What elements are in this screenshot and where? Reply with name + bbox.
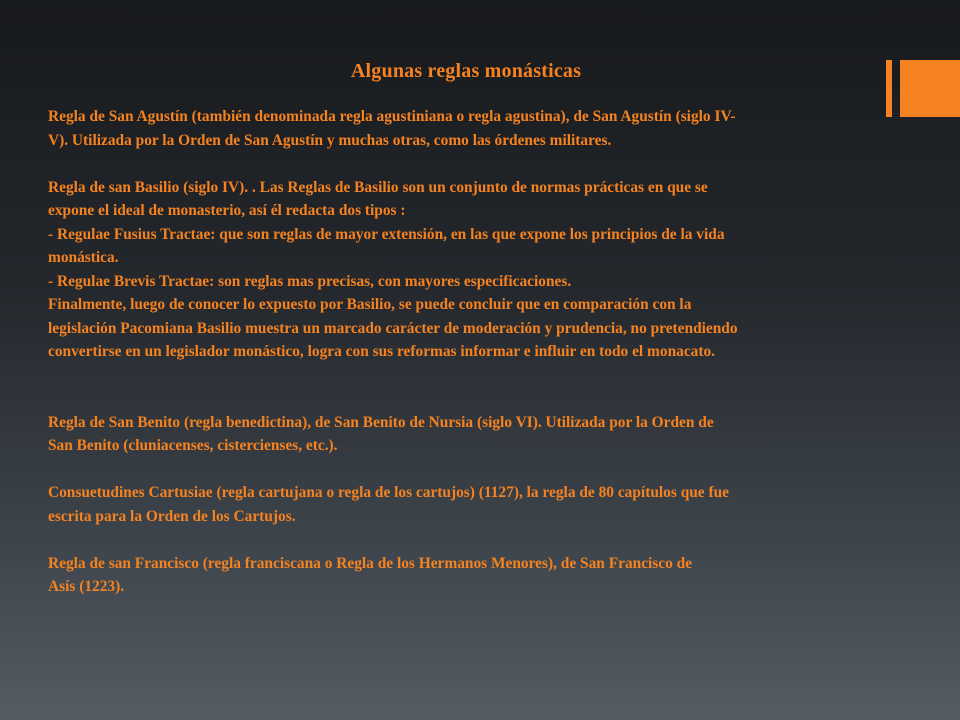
slide-title: Algunas reglas monásticas — [350, 60, 582, 82]
text-line: convertirse en un legislador monástico, logra con sus reformas informar e influir en todo el monacato. — [48, 343, 716, 360]
text-line: expone el ideal de monasterio, así él redacta dos tipos : — [48, 202, 406, 219]
text-line: Regla de san Francisco (regla franciscana o Regla de los Hermanos Menores), de San Francisco de — [48, 554, 693, 572]
text-line: Regla de San Agustín (también denominada regla agustiniana o regla agustina), de San Agustín (siglo IV- — [48, 108, 736, 125]
text-line: escrita para la Orden de los Cartujos. — [48, 507, 296, 525]
text-line: Finalmente, luego de conocer lo expuesto por Basilio, se puede concluir que en comparación con la — [48, 296, 692, 313]
text-line: - Regulae Brevis Tractae: son reglas mas precisas, con mayores especificaciones. — [48, 272, 572, 290]
paragraph-san-benito — [48, 411, 884, 458]
text-line: V). Utilizada por la Orden de San Agustín y muchas otras, como las órdenes militares. — [48, 131, 612, 149]
text-line: - Regulae Fusius Tractae: que son reglas de mayor extensión, en las que expone los principios de la vida — [48, 225, 725, 243]
paragraph-cartujos — [48, 481, 884, 528]
text-line: San Benito (cluniacenses, cistercienses, etc.). — [48, 437, 338, 454]
text-line: legislación Pacomiana Basilio muestra un marcado carácter de moderación y prudencia, no pretendiendo — [48, 319, 738, 337]
text-line: monástica. — [48, 249, 119, 266]
accent-bar-thick — [900, 60, 960, 117]
paragraph-san-francisco — [48, 552, 884, 599]
slide-content — [48, 105, 884, 599]
accent-bar-thin — [886, 60, 892, 117]
text-line: Regla de San Benito (regla benedictina), de San Benito de Nursia (siglo VI). Utilizada por la Orden de — [48, 413, 714, 431]
paragraph-san-basilio — [48, 176, 884, 364]
text-line: Consuetudines Cartusiae (regla cartujana o regla de los cartujos) (1127), la regla de 80 capítulos que fue — [48, 484, 730, 501]
text-line: Regla de san Basilio (siglo IV). . Las Reglas de Basilio son un conjunto de normas prácticas en que se — [48, 178, 708, 196]
accent-bars — [886, 60, 960, 117]
text-line: Asís (1223). — [48, 578, 125, 595]
paragraph-san-agustin — [48, 105, 884, 152]
